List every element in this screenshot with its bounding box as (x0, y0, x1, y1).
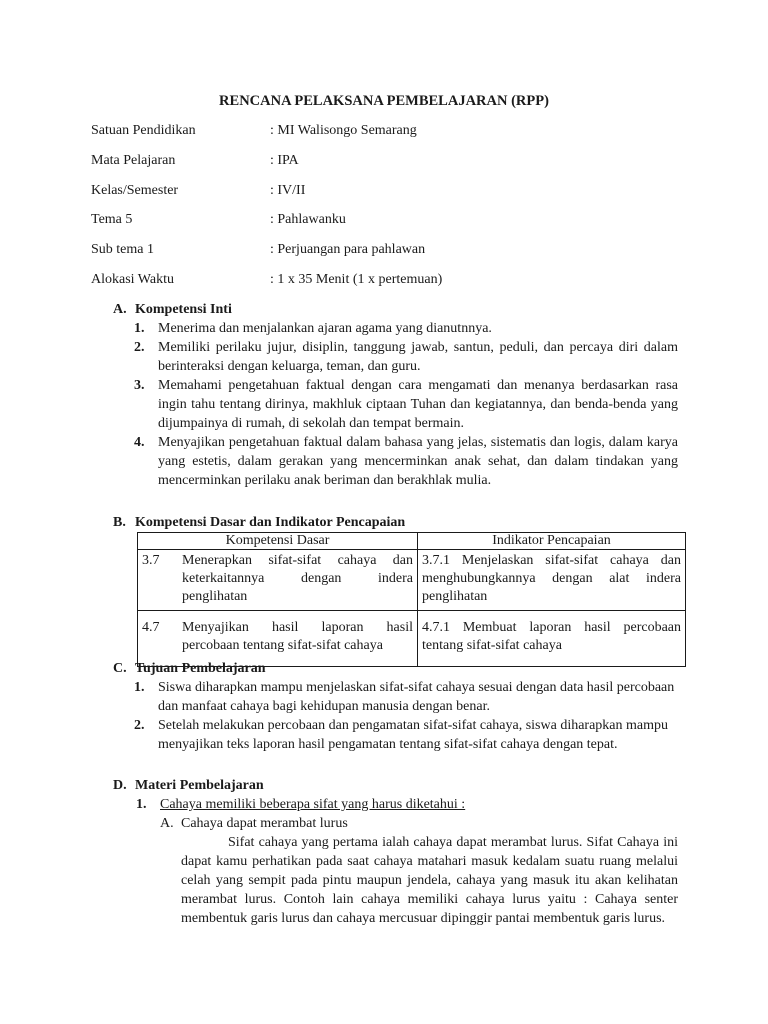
section-title: Kompetensi Dasar dan Indikator Pencapaian (135, 515, 406, 530)
identity-block (91, 121, 691, 300)
kd-text: Menyajikan hasil laporan hasil percobaan tentang sifat-sifat cahaya (182, 620, 413, 653)
section-letter: D. (113, 778, 127, 793)
section-letter: A. (113, 302, 127, 317)
section-title: Materi Pembelajaran (135, 778, 264, 793)
item-number: 1. (134, 680, 145, 695)
meta-value: : Pahlawanku (270, 212, 346, 228)
kd-code: 3.7 (142, 553, 160, 568)
item-text: Cahaya memiliki beberapa sifat yang harus diketahui : (160, 797, 466, 812)
meta-label: Kelas/Semester (91, 182, 179, 198)
list-item (113, 338, 678, 376)
table-cell (138, 550, 418, 611)
section-letter: C. (113, 661, 127, 676)
item-number: 2. (134, 340, 145, 355)
item-text: Menyajikan pengetahuan faktual dalam bahasa yang jelas, sistematis dan logis, dalam karya yang estetis, dalam gerakan yang mencerminkan anak sehat, dan dalam tindakan yang mencerminkan perilaku anak beriman dan berakhlak mulia. (158, 435, 678, 488)
subitem-letter: A. (160, 816, 174, 831)
meta-row-mapel (91, 151, 691, 181)
section-heading (113, 300, 678, 319)
column-header: Indikator Pencapaian (418, 533, 686, 550)
column-header: Kompetensi Dasar (138, 533, 418, 550)
list-item (113, 433, 678, 490)
list-item (113, 319, 678, 338)
table-cell: 3.7.1 Menjelaskan sifat-sifat cahaya dan menghubungkannya dengan alat indera penglihatan (418, 550, 686, 611)
meta-label: Tema 5 (91, 212, 133, 228)
numbered-list (113, 319, 678, 490)
meta-value: : IPA (270, 152, 299, 168)
list-item (113, 716, 678, 754)
meta-value: : MI Walisongo Semarang (270, 123, 417, 138)
section-tujuan (113, 659, 678, 754)
section-heading (113, 776, 678, 795)
meta-label: Sub tema 1 (91, 242, 154, 258)
section-letter: B. (113, 515, 126, 530)
item-number: 2. (134, 718, 145, 733)
numbered-list (113, 678, 678, 754)
section-heading (113, 659, 678, 678)
competency-table (137, 532, 686, 667)
meta-value: : IV/II (270, 182, 306, 198)
item-number: 1. (134, 321, 145, 336)
list-item (113, 376, 678, 433)
section-heading (113, 513, 678, 532)
section-kompetensi-dasar (113, 513, 678, 532)
meta-label: Satuan Pendidikan (91, 123, 196, 138)
subitem-text: Cahaya dapat merambat lurus (181, 816, 348, 831)
kd-text: Menerapkan sifat-sifat cahaya dan keterkaitannya dengan indera penglihatan (182, 553, 413, 604)
item-text: Menerima dan menjalankan ajaran agama yang dianutnnya. (158, 321, 492, 336)
item-text: Setelah melakukan percobaan dan pengamatan sifat-sifat cahaya, siswa diharapkan mampu menyajikan teks laporan hasil pengamatan tentang sifat-sifat cahaya dengan tepat. (158, 718, 669, 752)
item-text: Memiliki perilaku jujur, disiplin, tanggung jawab, santun, peduli, dan percaya diri dalam berinteraksi dengan keluarga, teman, dan guru. (158, 340, 678, 374)
page-title: RENCANA PELAKSANA PEMBELAJARAN (RPP) (219, 93, 549, 109)
meta-value: : Perjuangan para pahlawan (270, 242, 426, 258)
item-number: 3. (134, 378, 145, 393)
meta-label: Alokasi Waktu (91, 271, 174, 287)
section-title: Kompetensi Inti (135, 302, 232, 317)
item-number: 1. (136, 797, 147, 812)
table-row (138, 550, 686, 611)
meta-value: : 1 x 35 Menit (1 x pertemuan) (270, 271, 443, 287)
materi-subitem (160, 814, 705, 833)
item-text: Memahami pengetahuan faktual dengan cara mengamati dan menanya berdasarkan rasa ingin tahu tentang dirinya, makhluk ciptaan Tuhan dan kegiatannya, dan benda-benda yang dijumpainya di rumah, di sekolah dan tempat bermain. (158, 378, 678, 431)
meta-row-subtema (91, 240, 691, 270)
meta-row-alokasi (91, 270, 691, 300)
meta-row-kelas (91, 181, 691, 211)
table-cell: 4.7.1 Membuat laporan hasil percobaan tentang sifat-sifat cahaya (418, 611, 686, 667)
kd-code: 4.7 (142, 620, 160, 635)
meta-label: Mata Pelajaran (91, 152, 176, 168)
item-text: Siswa diharapkan mampu menjelaskan sifat-sifat cahaya sesuai dengan data hasil percobaan dan manfaat cahaya bagi kehidupan manusia dengan benar. (158, 680, 675, 714)
section-materi (113, 776, 678, 795)
section-kompetensi-inti (113, 300, 678, 490)
meta-row-satuan (91, 121, 691, 151)
table-header-row (138, 533, 686, 550)
materi-item (136, 795, 681, 814)
materi-paragraph: Sifat cahaya yang pertama ialah cahaya dapat merambat lurus. Sifat Cahaya ini dapat kamu perhatikan pada saat cahaya matahari masuk kedalam suatu ruang melalui celah yang sempit pada pintu maupun jendela, cahaya yang masuk itu akan kelihatan merambat lurus. Contoh lain cahaya memiliki cahaya lurus yaitu : Cahaya senter membentuk garis lurus dan cahaya mercusuar dipinggir pantai membentuk garis lurus. (181, 835, 678, 926)
item-number: 4. (134, 435, 145, 450)
section-title: Tujuan Pembelajaran (135, 661, 266, 676)
meta-row-tema (91, 210, 691, 240)
list-item (113, 678, 678, 716)
